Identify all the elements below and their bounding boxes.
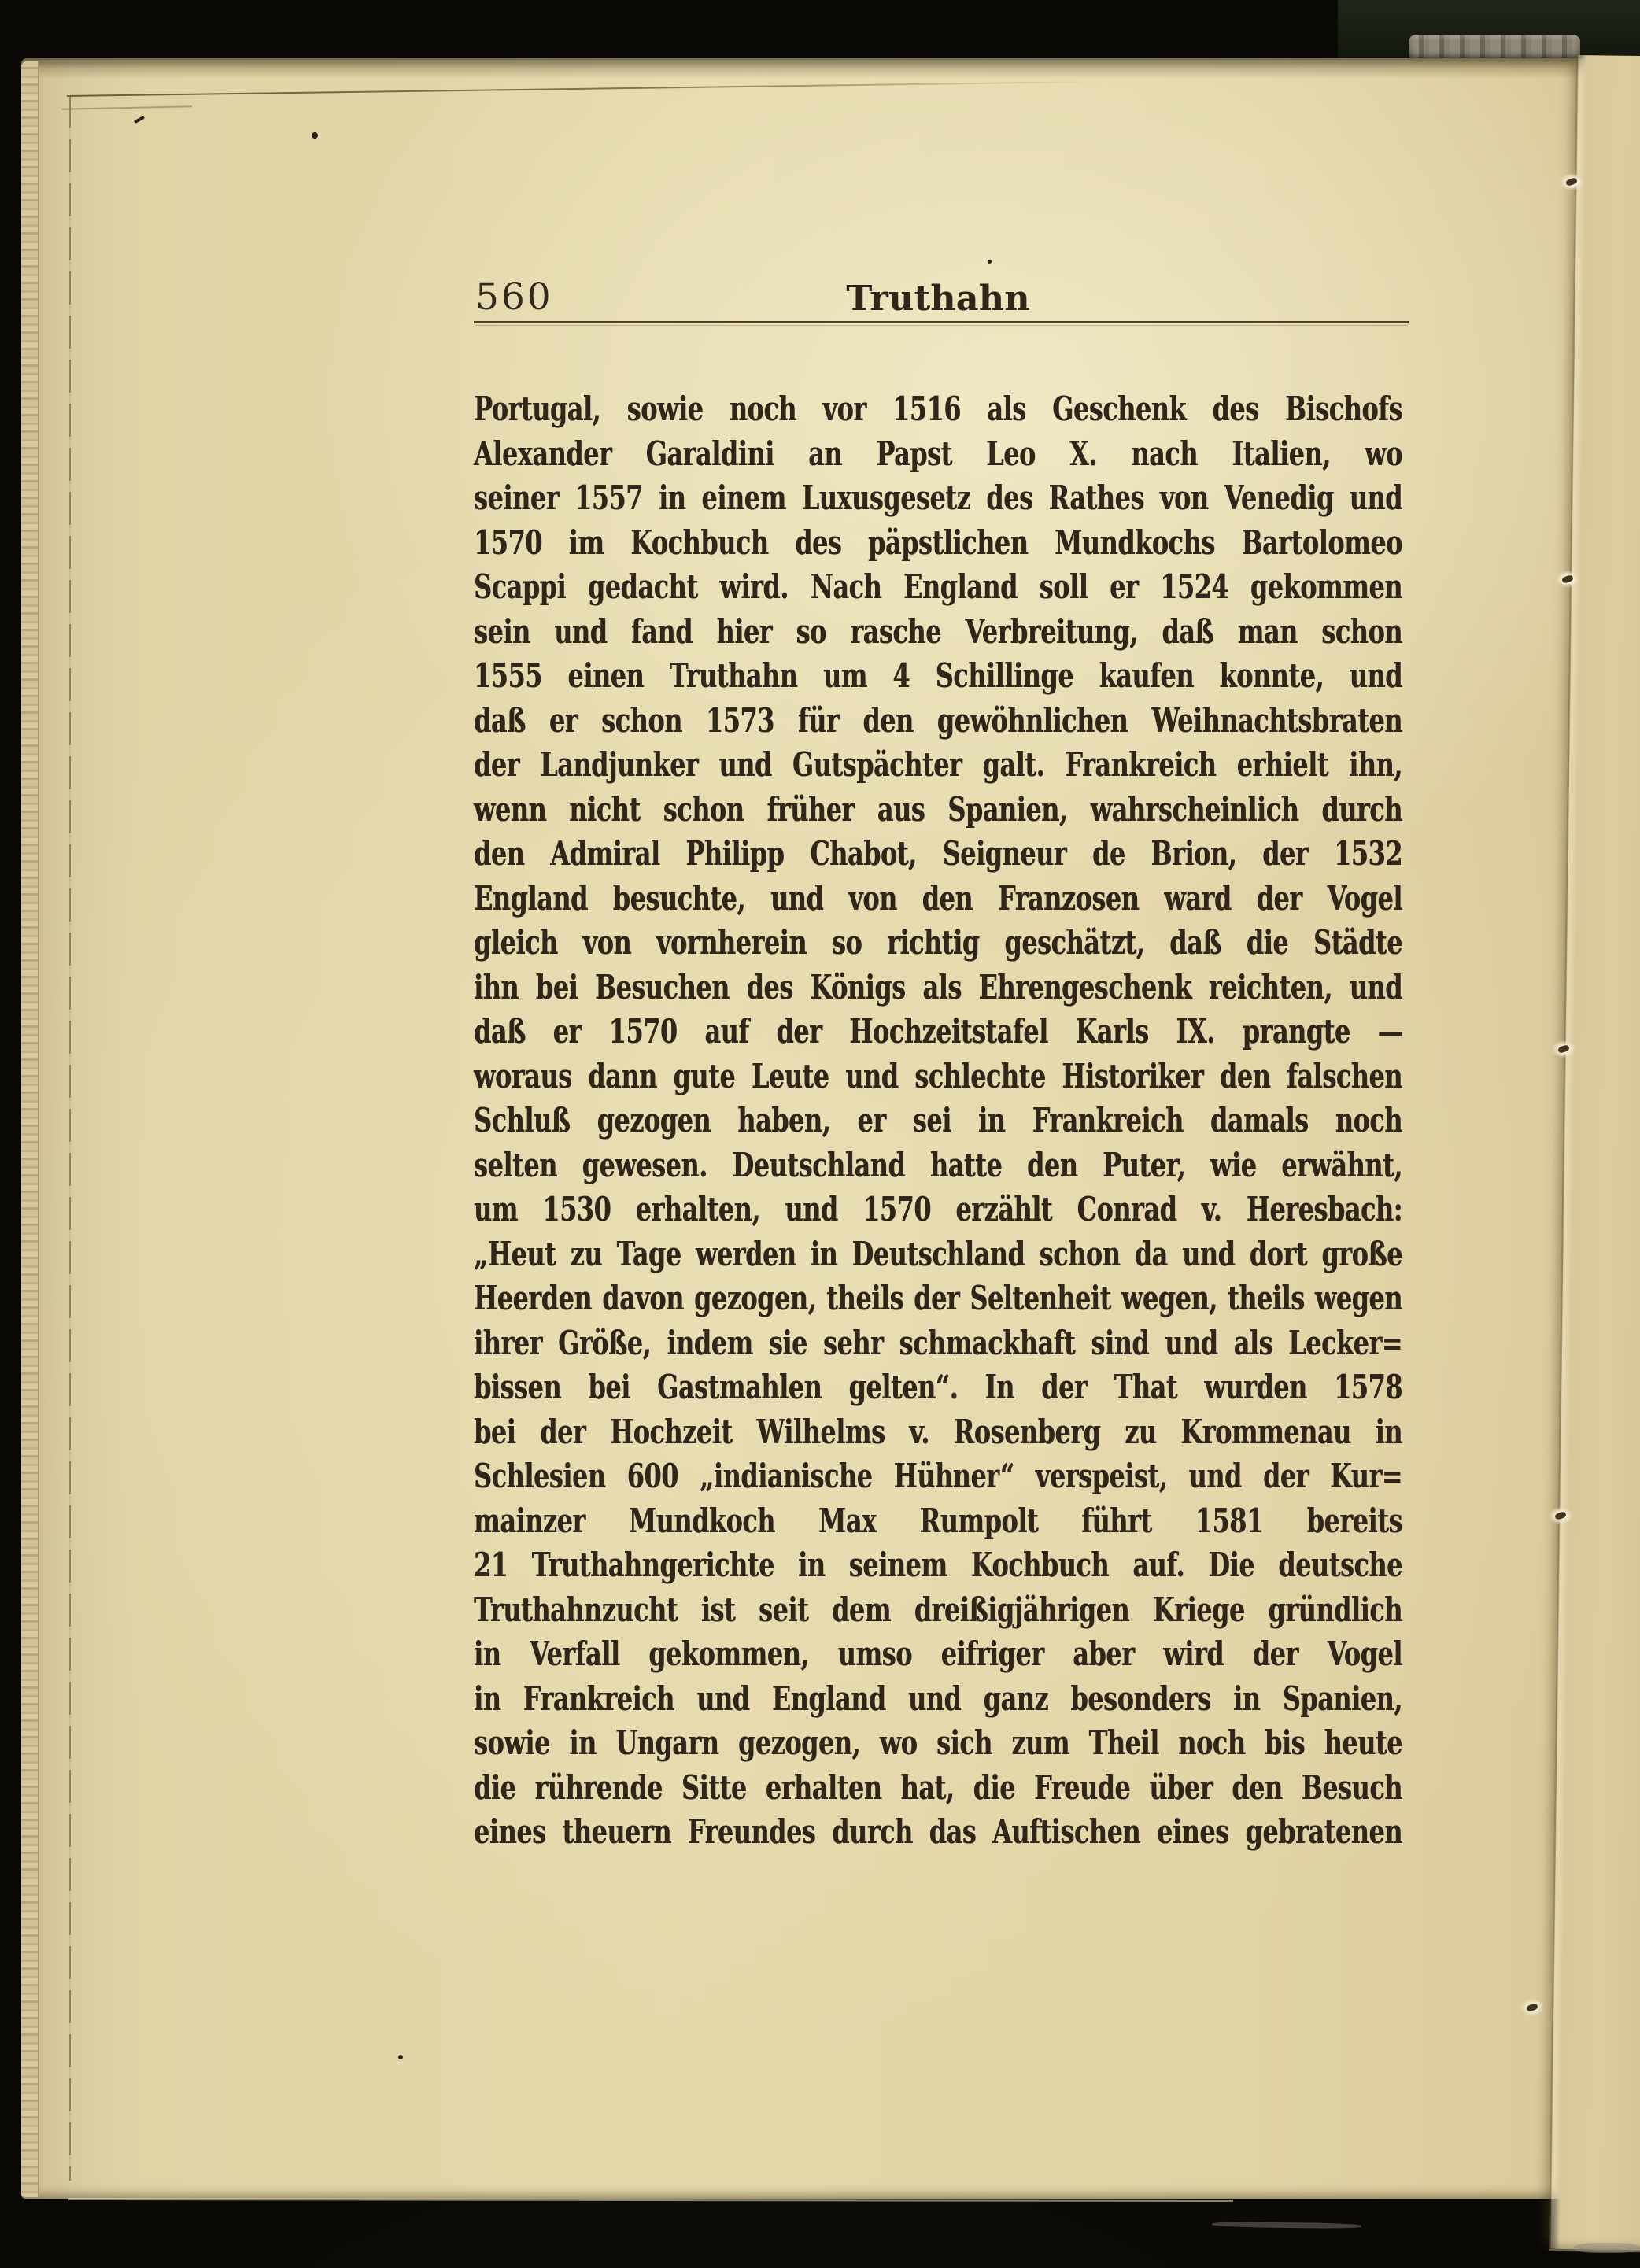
page-edge-glint xyxy=(1574,2243,1640,2253)
text-line: in Frankreich und England und ganz besonders in Spanien, xyxy=(474,1679,1402,1718)
text-line: England besuchte, und von den Franzosen ward der Vogel xyxy=(474,878,1402,918)
running-header xyxy=(474,272,1402,320)
text-line: 21 Truthahngerichte in seinem Kochbuch auf. Die deutsche xyxy=(474,1546,1402,1584)
text-line: woraus dann gute Leute und schlechte Historiker den falschen xyxy=(474,1056,1402,1095)
paper-speck xyxy=(398,2055,403,2059)
text-line: eines theuern Freundes durch das Auftischen eines gebratenen xyxy=(474,1812,1402,1851)
text-line: um 1530 erhalten, und 1570 erzählt Conrad v. Heresbach: xyxy=(474,1190,1402,1228)
text-line: selten gewesen. Deutschland hatte den Puter, wie erwähnt, xyxy=(474,1145,1402,1184)
text-line: bissen bei Gastmahlen gelten“. In der That wurden 1578 xyxy=(474,1368,1402,1406)
page-fore-edge xyxy=(21,61,39,2197)
stitch-thread xyxy=(1552,1040,1575,1058)
text-line: Alexander Garaldini an Papst Leo X. nach Italien, wo xyxy=(474,434,1402,473)
text-line: sowie in Ungarn gezogen, wo sich zum Theil noch bis heute xyxy=(474,1723,1402,1762)
paper-speck xyxy=(988,260,992,264)
printed-area xyxy=(474,272,1402,1851)
text-line: Scappi gedacht wird. Nach England soll er 1524 gekommen xyxy=(474,567,1402,606)
text-line: Truthahnzucht ist seit dem dreißigjährigen Kriege gründlich xyxy=(474,1590,1402,1629)
page-edge-glint xyxy=(1212,2222,1361,2229)
header-rule xyxy=(474,321,1409,323)
text-line: ihn bei Besuchen des Königs als Ehrengeschenk reichten, und xyxy=(474,967,1402,1007)
text-line: Portugal, sowie noch vor 1516 als Geschenk des Bischofs xyxy=(474,390,1402,428)
stitch-thread xyxy=(1560,173,1583,190)
text-line: 1555 einen Truthahn um 4 Schillinge kaufen konnte, und xyxy=(474,656,1402,695)
text-line: bei der Hochzeit Wilhelms v. Rosenberg zu Krommenau in xyxy=(474,1412,1402,1451)
text-line: sein und fand hier so rasche Verbreitung, daß man schon xyxy=(474,611,1402,651)
text-line: in Verfall gekommen, umso eifriger aber wird der Vogel xyxy=(474,1635,1402,1673)
text-line: daß er schon 1573 für den gewöhnlichen Weihnachtsbraten xyxy=(474,700,1402,740)
text-line: ihrer Größe, indem sie sehr schmackhaft sind und als Lecker= xyxy=(474,1323,1402,1362)
text-line: „Heut zu Tage werden in Deutschland schon da und dort große xyxy=(474,1234,1402,1273)
stitch-thread xyxy=(1520,1999,1544,2016)
text-line: daß er 1570 auf der Hochzeitstafel Karls IX. prangte — xyxy=(474,1012,1402,1051)
text-line: Schluß gezogen haben, er sei in Frankreich damals noch xyxy=(474,1101,1402,1140)
text-line: den Admiral Philipp Chabot, Seigneur de Brion, der 1532 xyxy=(474,834,1402,873)
text-line: Heerden davon gezogen, theils der Seltenheit wegen, theils wegen xyxy=(474,1279,1402,1317)
stitch-thread xyxy=(1549,1507,1572,1524)
text-line: der Landjunker und Gutspächter galt. Frankreich erhielt ihn, xyxy=(474,745,1402,784)
text-line: wenn nicht schon früher aus Spanien, wahrscheinlich durch xyxy=(474,789,1402,829)
underlying-page-edge-top-corner xyxy=(62,105,192,109)
body-text xyxy=(474,387,1402,1855)
paper-speck xyxy=(312,132,318,139)
underlying-page-edge-top xyxy=(67,80,1137,97)
text-line: mainzer Mundkoch Max Rumpolt führt 1581 bereits xyxy=(474,1501,1402,1540)
spine-headband xyxy=(1409,35,1580,61)
text-line: 1570 im Kochbuch des päpstlichen Mundkochs Bartolomeo xyxy=(474,523,1402,562)
underlying-page-edge-left xyxy=(69,95,71,2181)
text-line: Schlesien 600 „indianische Hühner“ verspeist, und der Kur= xyxy=(474,1457,1402,1495)
stitch-thread xyxy=(1556,571,1579,588)
text-line: seiner 1557 in einem Luxusgesetz des Rathes von Venedig und xyxy=(474,478,1402,517)
text-line: die rührende Sitte erhalten hat, die Freude über den Besuch xyxy=(474,1767,1402,1807)
text-line: gleich von vornherein so richtig geschätzt, daß die Städte xyxy=(474,923,1402,962)
page-number: 560 xyxy=(475,275,553,319)
running-head-title: Truthahn xyxy=(846,279,1030,319)
